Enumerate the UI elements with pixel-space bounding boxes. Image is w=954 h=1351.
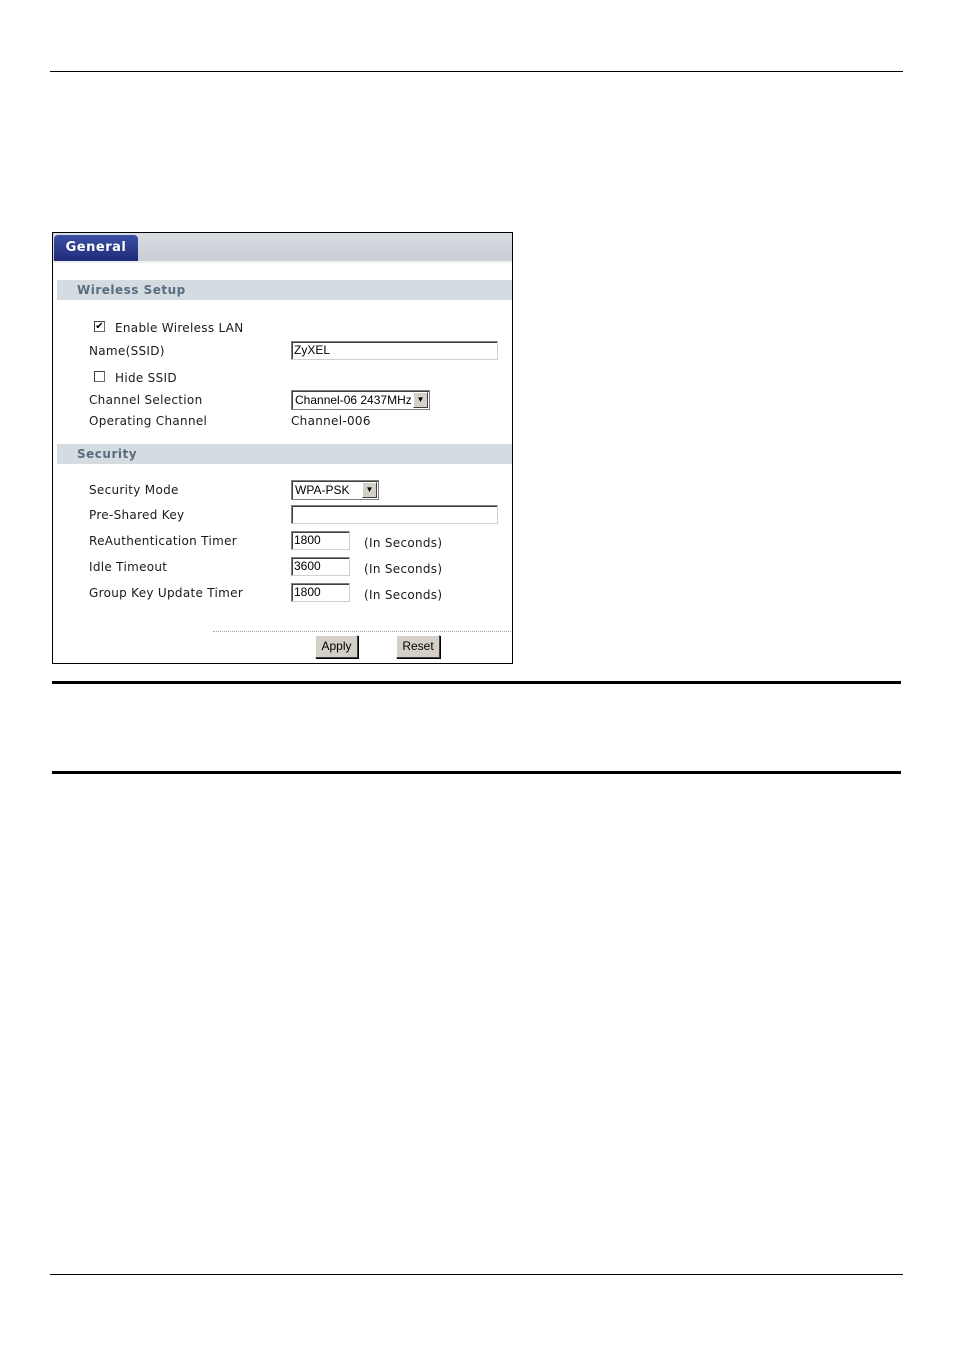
pre-shared-key-input[interactable] [291, 505, 498, 524]
group-key-timer-label: Group Key Update Timer [89, 586, 244, 600]
reauth-timer-label: ReAuthentication Timer [89, 534, 237, 548]
top-rule [50, 71, 903, 72]
enable-wireless-lan-checkbox[interactable] [94, 321, 105, 332]
tab-bar [53, 233, 512, 263]
dropdown-arrow-icon[interactable]: ▼ [413, 392, 428, 408]
channel-selection-select[interactable] [291, 390, 430, 410]
section-wireless-setup: Wireless Setup [57, 280, 512, 300]
apply-button[interactable]: Apply [315, 635, 358, 658]
note-rule-top [52, 681, 901, 684]
hide-ssid-label: Hide SSID [115, 371, 177, 385]
channel-selection-label: Channel Selection [89, 393, 203, 407]
group-key-timer-input[interactable]: 1800 [291, 583, 350, 602]
pre-shared-key-label: Pre-Shared Key [89, 508, 185, 522]
idle-timeout-unit: (In Seconds) [364, 562, 443, 576]
ssid-input[interactable]: ZyXEL [291, 341, 498, 360]
reset-button[interactable]: Reset [396, 635, 440, 658]
idle-timeout-input[interactable]: 3600 [291, 557, 350, 576]
enable-wireless-lan-label: Enable Wireless LAN [115, 321, 244, 335]
section-security: Security [57, 444, 512, 464]
ssid-label: Name(SSID) [89, 344, 165, 358]
dropdown-arrow-icon[interactable]: ▼ [362, 482, 377, 498]
idle-timeout-label: Idle Timeout [89, 560, 168, 574]
operating-channel-label: Operating Channel [89, 414, 208, 428]
channel-selection-value: Channel-06 2437MHz [295, 393, 412, 407]
bottom-rule [50, 1274, 903, 1275]
security-mode-value: WPA-PSK [295, 483, 350, 497]
group-key-timer-unit: (In Seconds) [364, 588, 443, 602]
wireless-general-panel [52, 232, 513, 664]
security-mode-label: Security Mode [89, 483, 179, 497]
button-divider [213, 631, 511, 632]
reauth-timer-unit: (In Seconds) [364, 536, 443, 550]
operating-channel-value: Channel-006 [291, 414, 371, 428]
security-mode-select[interactable] [291, 480, 379, 500]
tab-general[interactable]: General [54, 235, 138, 261]
note-rule-bottom [52, 771, 901, 774]
reauth-timer-input[interactable]: 1800 [291, 531, 350, 550]
check-icon: ✔ [95, 321, 104, 332]
hide-ssid-checkbox[interactable] [94, 371, 105, 382]
